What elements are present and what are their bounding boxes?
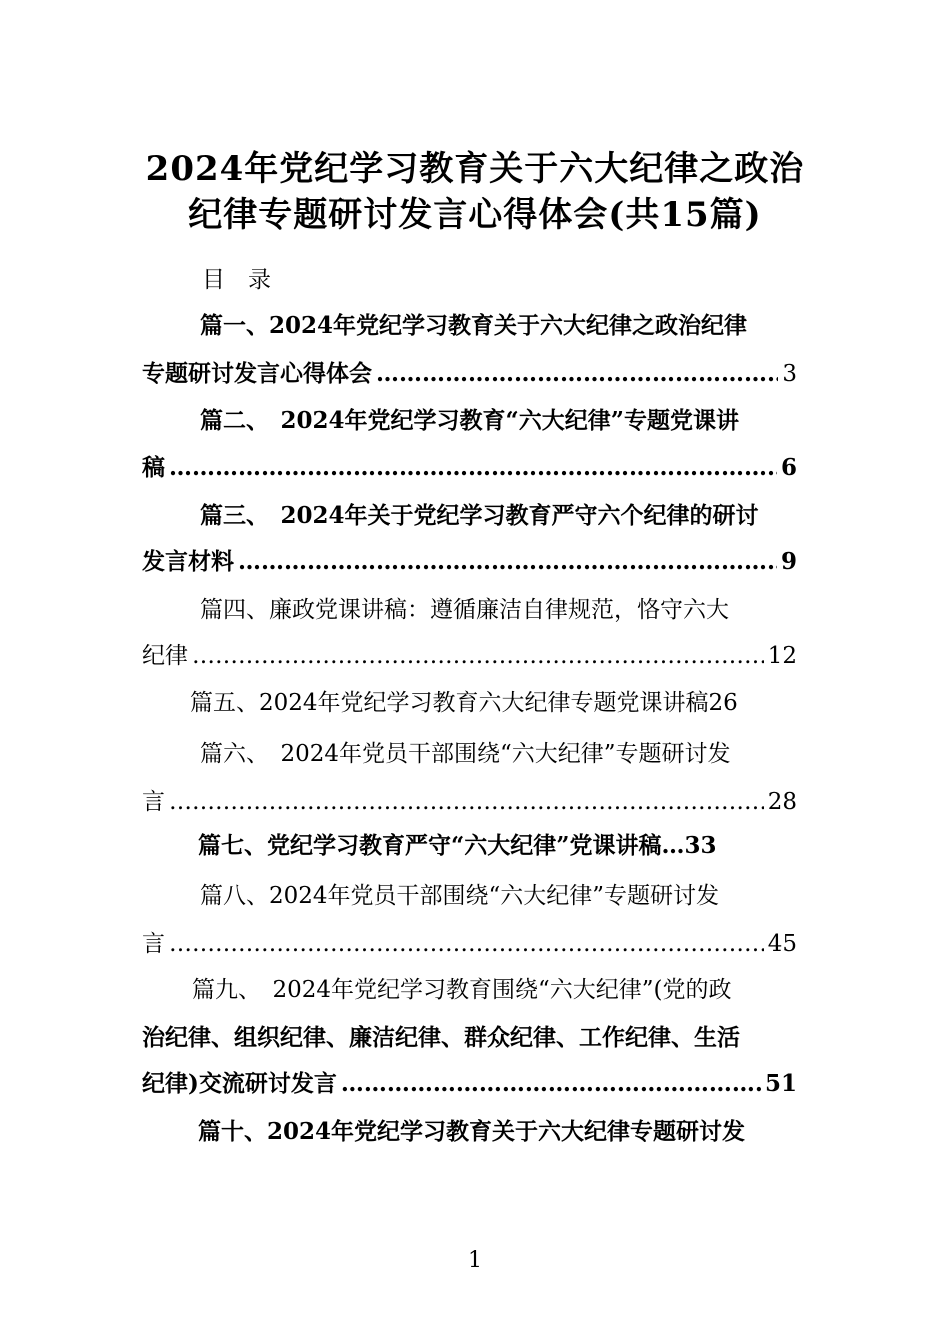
toc-page-number: 6 bbox=[780, 454, 797, 481]
toc-entry-1-line-2[interactable] bbox=[142, 358, 797, 390]
toc-entry-label: 稿 bbox=[142, 454, 165, 481]
dot-leader bbox=[169, 452, 777, 484]
toc-entry-7[interactable]: 篇七、党纪学习教育严守“六大纪律”党课讲稿…33 bbox=[198, 832, 717, 859]
toc-entry-3-line-2[interactable] bbox=[142, 546, 797, 578]
dot-leader bbox=[192, 640, 764, 672]
dot-leader bbox=[169, 786, 764, 818]
toc-entry-6-line-2[interactable] bbox=[142, 786, 797, 818]
toc-entry-6-line-1[interactable]: 篇六、 2024年党员干部围绕“六大纪律”专题研讨发 bbox=[200, 741, 731, 767]
toc-entry-8-line-1[interactable]: 篇八、2024年党员干部围绕“六大纪律”专题研讨发 bbox=[200, 883, 720, 909]
dot-leader bbox=[169, 928, 764, 960]
toc-page-number: 12 bbox=[767, 643, 797, 669]
toc-page-number: 45 bbox=[767, 931, 797, 957]
toc-entry-4-line-1[interactable]: 篇四、廉政党课讲稿：遵循廉洁自律规范，恪守六大 bbox=[200, 597, 729, 623]
toc-page-number: 9 bbox=[780, 548, 797, 575]
toc-heading: 目 录 bbox=[202, 267, 271, 293]
title-line-2: 纪律专题研讨发言心得体会(共15篇) bbox=[188, 195, 762, 235]
title-line-1: 2024年党纪学习教育关于六大纪律之政治 bbox=[145, 149, 805, 189]
toc-page-number: 51 bbox=[764, 1070, 797, 1097]
page-number-footer: 1 bbox=[468, 1248, 482, 1273]
toc-entry-3-line-1[interactable]: 篇三、 2024年关于党纪学习教育严守六个纪律的研讨 bbox=[200, 502, 759, 529]
toc-entry-9-line-3[interactable] bbox=[142, 1068, 797, 1100]
toc-entry-label: 纪律 bbox=[142, 643, 188, 669]
document-title bbox=[100, 146, 850, 238]
toc-entry-9-line-1[interactable]: 篇九、 2024年党纪学习教育围绕“六大纪律”(党的政 bbox=[192, 977, 732, 1003]
toc-entry-2-line-1[interactable]: 篇二、 2024年党纪学习教育“六大纪律”专题党课讲 bbox=[200, 407, 739, 434]
dot-leader bbox=[376, 358, 778, 390]
toc-entry-1-line-1[interactable]: 篇一、2024年党纪学习教育关于六大纪律之政治纪律 bbox=[200, 312, 748, 339]
toc-entry-label: 言 bbox=[142, 931, 165, 957]
toc-entry-4-line-2[interactable] bbox=[142, 640, 797, 672]
toc-entry-10[interactable]: 篇十、2024年党纪学习教育关于六大纪律专题研讨发 bbox=[198, 1118, 746, 1145]
toc-entry-label: 专题研讨发言心得体会 bbox=[142, 360, 372, 387]
toc-entry-label: 言 bbox=[142, 789, 165, 815]
toc-entry-9-line-2[interactable]: 治纪律、组织纪律、廉洁纪律、群众纪律、工作纪律、生活 bbox=[142, 1024, 740, 1051]
dot-leader bbox=[341, 1068, 761, 1100]
toc-entry-label: 纪律)交流研讨发言 bbox=[142, 1070, 337, 1097]
toc-entry-2-line-2[interactable] bbox=[142, 452, 797, 484]
dot-leader bbox=[238, 546, 777, 578]
toc-page-number: 28 bbox=[767, 789, 797, 815]
toc-entry-5[interactable]: 篇五、2024年党纪学习教育六大纪律专题党课讲稿26 bbox=[190, 690, 738, 716]
toc-entry-8-line-2[interactable] bbox=[142, 928, 797, 960]
toc-page-number: 3 bbox=[782, 361, 797, 387]
toc-entry-label: 发言材料 bbox=[142, 548, 234, 575]
